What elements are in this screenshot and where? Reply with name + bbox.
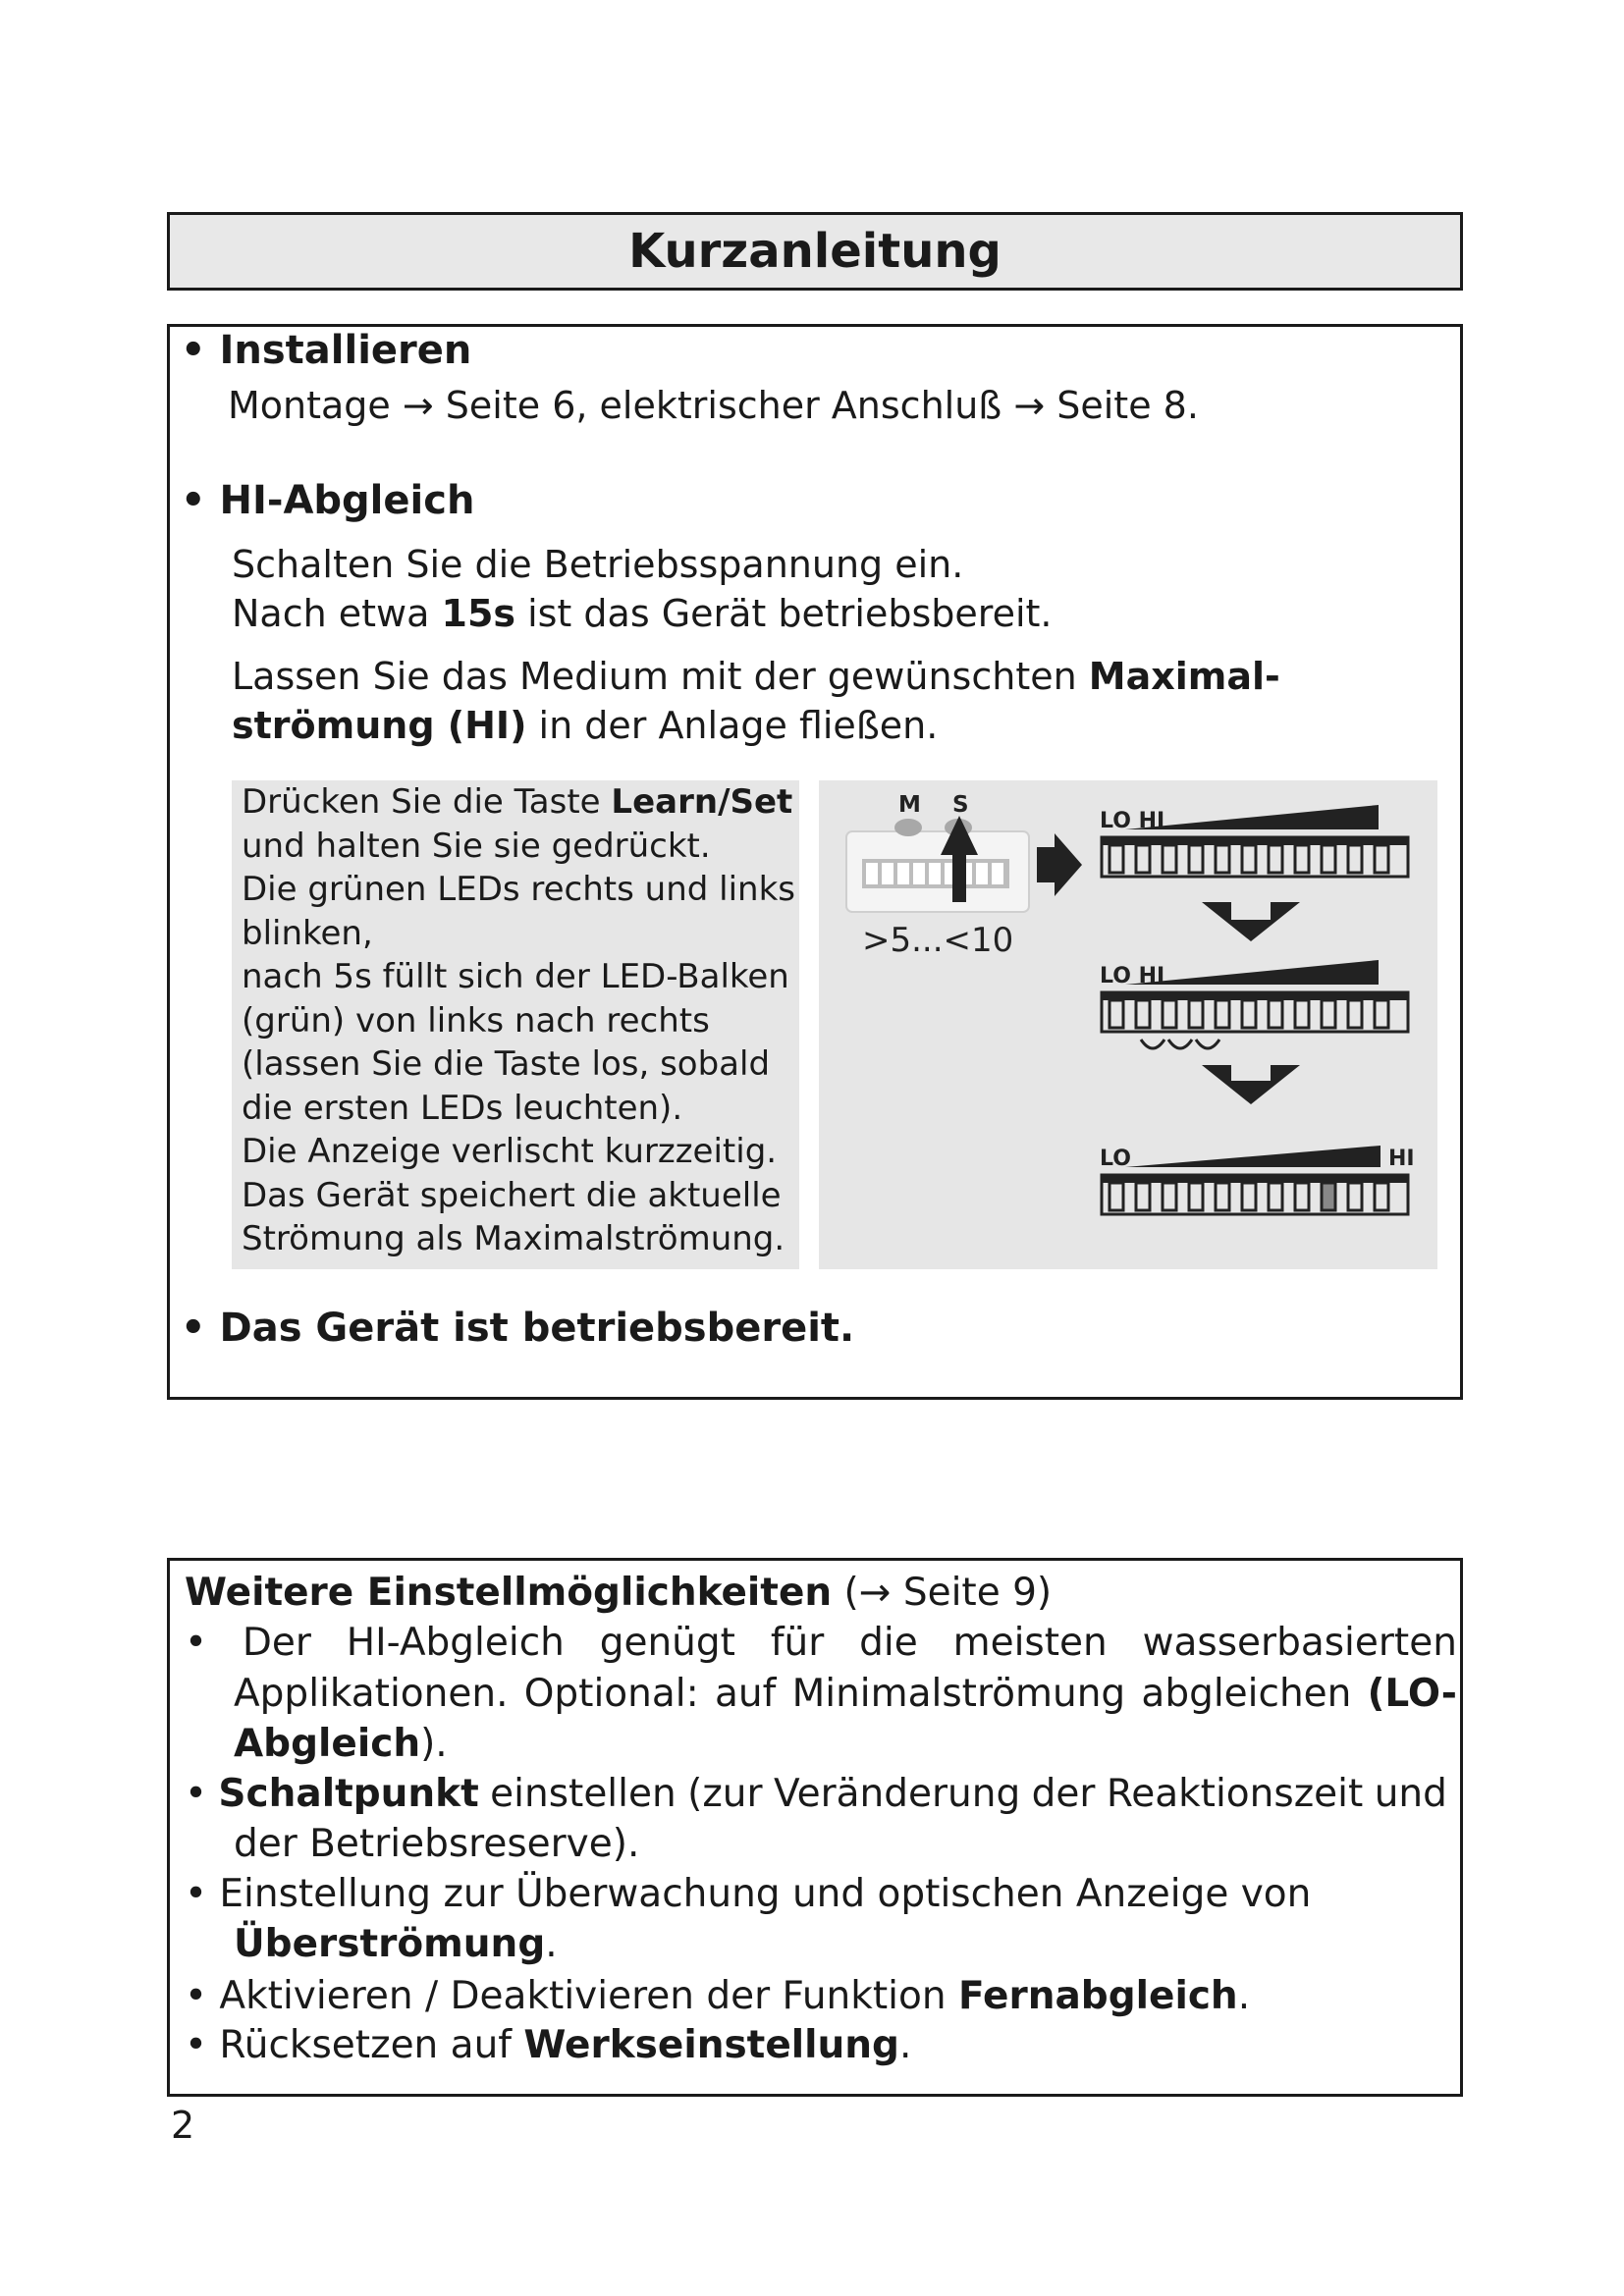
device-led-bar xyxy=(862,859,1009,888)
word: der xyxy=(1031,1772,1096,1816)
instruction-line: blinken, xyxy=(242,913,373,953)
word: einstellen xyxy=(490,1772,677,1816)
bullet-3-line-1: • Einstellung zur Überwachung und optischen Anzeige von xyxy=(185,1872,1312,1916)
hi-abgleich-heading: • HI-Abgleich xyxy=(181,478,475,523)
word: auf xyxy=(715,1672,777,1716)
led-bar-1 xyxy=(1102,837,1408,877)
installieren-text: Montage → Seite 6, elektrischer Anschluß → Seite 8. xyxy=(228,384,1199,427)
down-arrow-icon-1 xyxy=(1202,902,1300,941)
hi-line-4 xyxy=(232,701,938,750)
led-diagram xyxy=(819,780,1437,1269)
instructions-panel xyxy=(232,780,799,1269)
weitere-heading-bold: Weitere Einstellmöglichkeiten xyxy=(185,1571,833,1615)
bullet-5 xyxy=(185,2020,911,2070)
right-arrow-icon xyxy=(1037,833,1082,896)
word: meisten xyxy=(952,1621,1108,1665)
word: genügt xyxy=(599,1621,735,1665)
word: Applikationen. xyxy=(234,1672,509,1716)
hi-line-2-post: ist das Gerät betriebsbereit. xyxy=(515,592,1053,635)
instruction-line: Die Anzeige verlischt kurzzeitig. xyxy=(242,1132,778,1171)
word: HI-Abgleich xyxy=(346,1621,565,1665)
instruction-line: Die grünen LEDs rechts und links xyxy=(242,870,795,909)
ramp-3 xyxy=(1125,1146,1380,1167)
hi-line-4-bold: strömung (HI) xyxy=(232,704,527,747)
hi-line-4-post: in der Anlage fließen. xyxy=(526,704,939,747)
word: und xyxy=(1374,1772,1447,1816)
bullet-3-line-2 xyxy=(234,1919,558,1969)
hi-label: HI xyxy=(1388,1147,1415,1171)
lo-abgleich-bold: Abgleich xyxy=(234,1722,421,1766)
instruction-line: (grün) von links nach rechts xyxy=(242,1000,710,1041)
word: Veränderung xyxy=(773,1772,1021,1816)
werkseinstellung-bold: Werkseinstellung xyxy=(523,2023,899,2067)
word: (zur xyxy=(687,1772,763,1816)
button-s-label: S xyxy=(952,792,969,818)
bullet-1-line-3-post: ). xyxy=(420,1722,448,1766)
led-bar-3 xyxy=(1102,1175,1408,1214)
word: • xyxy=(185,1621,208,1665)
learn-set-label: Learn/Set xyxy=(611,782,793,822)
bullet-1-line-1 xyxy=(185,1618,1457,1668)
weitere-heading-ref: (→ Seite 9) xyxy=(832,1571,1053,1615)
bullet-5-pre: • Rücksetzen auf xyxy=(185,2023,524,2067)
instruction-line: (lassen Sie die Taste los, sobald xyxy=(242,1044,771,1084)
hi-line-3-bold: Maximal- xyxy=(1088,655,1280,698)
fernabgleich-bold: Fernabgleich xyxy=(957,1974,1238,2018)
word: Der xyxy=(242,1621,311,1665)
ready-text: • Das Gerät ist betriebsbereit. xyxy=(181,1306,855,1351)
time-label: >5...<10 xyxy=(862,921,1014,960)
lo-hi-label-2: LO HI xyxy=(1100,964,1165,988)
page-title: Kurzanleitung xyxy=(628,224,1001,279)
instruction-line xyxy=(232,780,799,825)
word: wasserbasierten xyxy=(1142,1621,1457,1665)
instruction-line: nach 5s füllt sich der LED-Balken xyxy=(242,957,789,996)
lo-label: LO xyxy=(1100,1147,1131,1171)
page-number: 2 xyxy=(171,2104,195,2147)
hi-line-2-pre: Nach etwa xyxy=(232,592,442,635)
word: die xyxy=(859,1621,918,1665)
led-diagram-svg xyxy=(819,780,1437,1269)
bullet-3-post: . xyxy=(545,1922,558,1966)
title-box xyxy=(167,212,1463,291)
instruction-line: und halten Sie sie gedrückt. xyxy=(242,826,711,866)
schaltpunkt-bold: Schaltpunkt xyxy=(218,1772,479,1816)
hi-line-2 xyxy=(232,589,1053,638)
bullet-4-pre: • Aktivieren / Deaktivieren der Funktion xyxy=(185,1974,958,2018)
fill-arrows-icon xyxy=(1141,1040,1219,1048)
instruction-line: die ersten LEDs leuchten). xyxy=(242,1088,683,1128)
bullet-1-line-3 xyxy=(234,1719,448,1769)
word: • xyxy=(185,1772,208,1816)
word: Minimalströmung xyxy=(791,1672,1126,1716)
button-m-icon xyxy=(894,819,922,836)
bullet-5-post: . xyxy=(898,2023,912,2067)
ueberstroemung-bold: Überströmung xyxy=(234,1922,546,1966)
led-bar-2 xyxy=(1102,992,1408,1032)
hi-line-3-pre: Lassen Sie das Medium mit der gewünschten xyxy=(232,655,1089,698)
word: Reaktionszeit xyxy=(1106,1772,1364,1816)
hi-line-2-bold: 15s xyxy=(441,592,515,635)
lo-hi-label-1: LO HI xyxy=(1100,809,1165,833)
bullet-4-post: . xyxy=(1237,1974,1251,2018)
instruction-line: Strömung als Maximalströmung. xyxy=(242,1219,785,1258)
bullet-2-line-2: der Betriebsreserve). xyxy=(234,1822,640,1866)
word: für xyxy=(770,1621,825,1665)
button-m-label: M xyxy=(898,792,921,818)
word: abgleichen xyxy=(1141,1672,1352,1716)
instruction-line-1-pre: Drücken Sie die Taste xyxy=(242,782,612,822)
installieren-heading: • Installieren xyxy=(181,328,472,373)
bullet-2-line-1 xyxy=(185,1769,1447,1819)
bullet-1-line-2 xyxy=(234,1669,1457,1719)
weitere-heading xyxy=(185,1568,1052,1618)
bullet-4 xyxy=(185,1971,1250,2021)
hi-line-1: Schalten Sie die Betriebsspannung ein. xyxy=(232,543,964,586)
word: Optional: xyxy=(523,1672,699,1716)
word: (LO- xyxy=(1367,1672,1457,1716)
hi-line-3 xyxy=(232,652,1280,701)
down-arrow-icon-2 xyxy=(1202,1065,1300,1104)
instruction-line: Das Gerät speichert die aktuelle xyxy=(242,1175,782,1215)
